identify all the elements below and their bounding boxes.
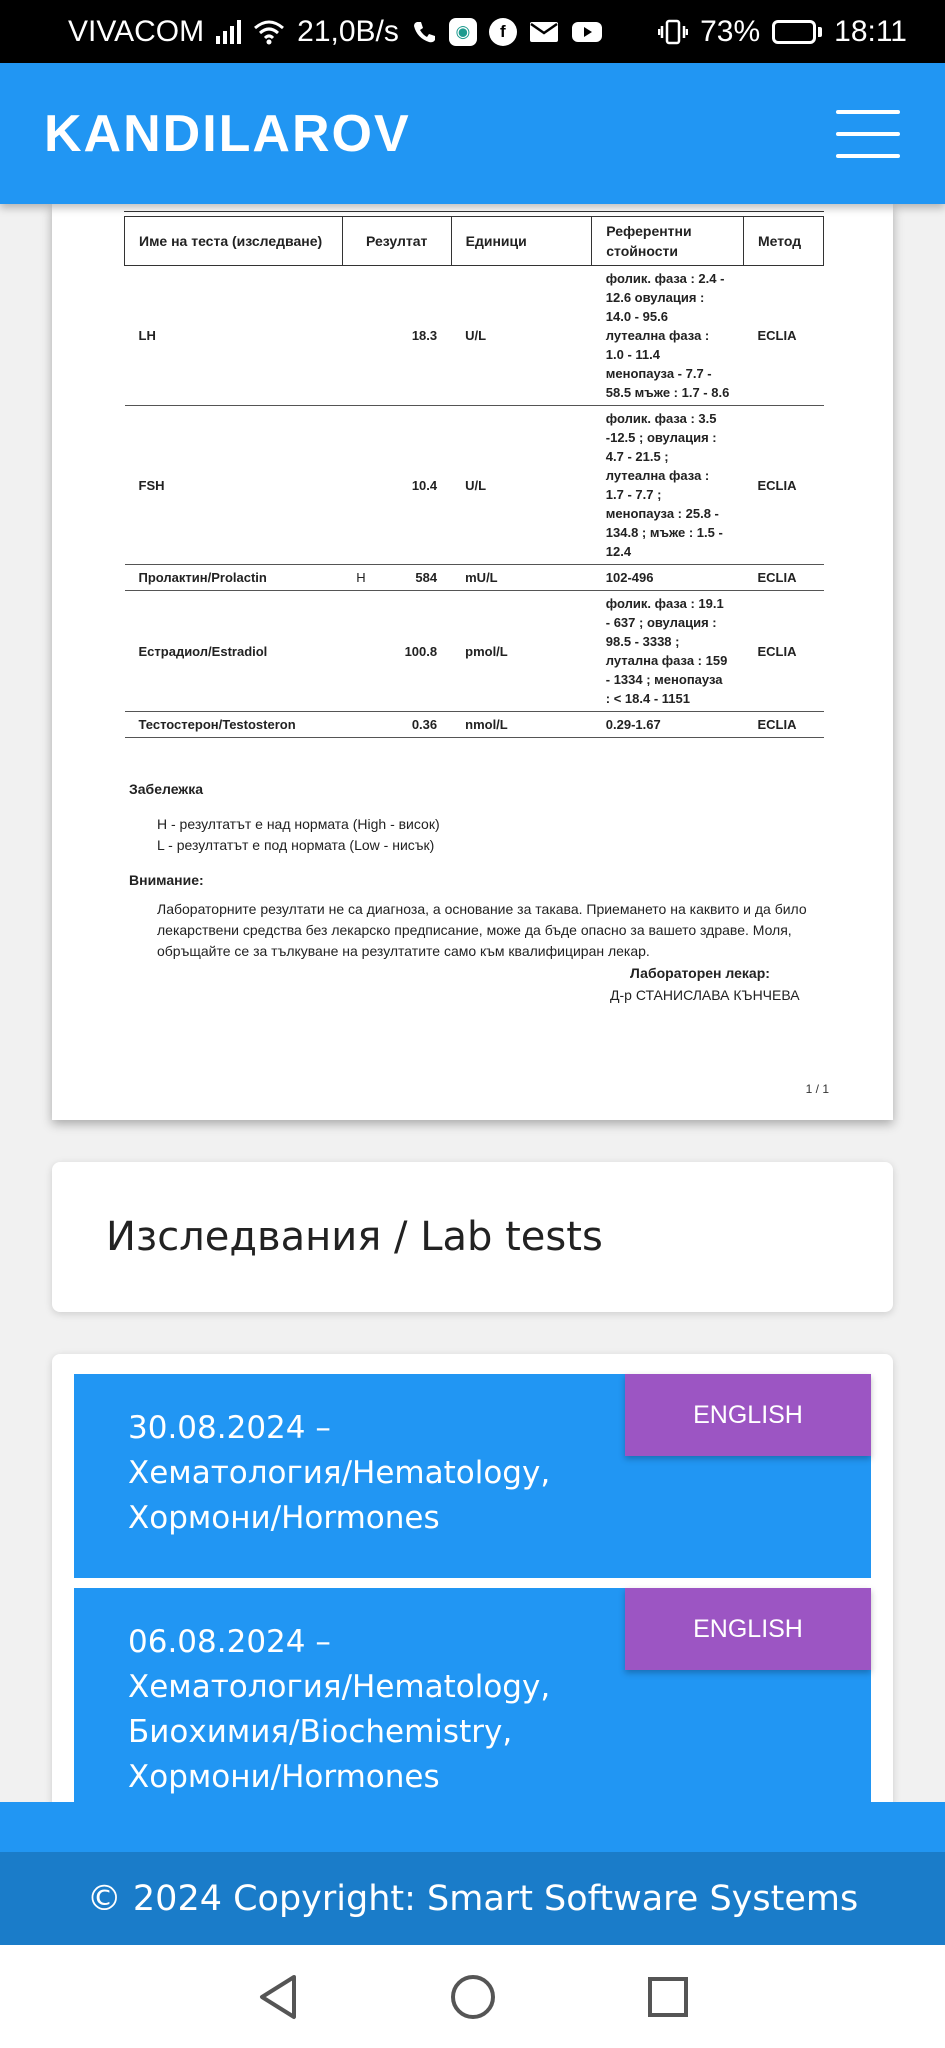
flag-indicator: H — [356, 570, 366, 585]
table-row — [125, 266, 824, 406]
youtube-icon — [571, 20, 603, 44]
phone-icon — [411, 19, 437, 45]
method-cell: ECLIA — [744, 406, 824, 565]
footer-strip — [0, 1802, 945, 1852]
column-header-units: Единици — [451, 217, 592, 266]
recents-icon[interactable] — [638, 1967, 698, 2027]
back-icon[interactable] — [248, 1967, 308, 2027]
lab-test-title: 30.08.2024 – Хематология/Hematology, Хормони/Hormones — [128, 1410, 551, 1536]
clock: 18:11 — [834, 14, 907, 48]
lab-tests-card — [52, 1162, 893, 1312]
lab-test-item[interactable] — [74, 1588, 871, 1804]
column-header-method: Метод — [744, 217, 824, 266]
result-cell: 10.4 — [342, 406, 451, 565]
copyright-text: © 2024 Copyright: Smart Software Systems — [86, 1878, 859, 1919]
battery-percent: 73% — [700, 14, 761, 48]
test-name-cell: Естрадиол/Estradiol — [125, 591, 343, 712]
lab-tests-list — [52, 1354, 893, 1804]
battery-icon — [772, 20, 822, 44]
reference-cell: фолик. фаза : 2.4 - 12.6 овулация : 14.0 - 95.6 лутеална фаза : 1.0 - 11.4 менопауза - 7.7 - 58.5 мъже : 1.7 - 8.6 — [592, 266, 744, 406]
lab-test-title: 06.08.2024 – Хематология/Hematology, Биохимия/Biochemistry, Хормони/Hormones — [128, 1624, 551, 1795]
status-bar — [0, 0, 945, 63]
result-cell: 100.8 — [342, 591, 451, 712]
test-name-cell: Пролактин/Prolactin — [125, 565, 343, 591]
report-notes — [129, 779, 849, 962]
method-cell: ECLIA — [744, 712, 824, 738]
table-row — [125, 712, 824, 738]
table-row — [125, 565, 824, 591]
test-name-cell: LH — [125, 266, 343, 406]
test-name-cell: FSH — [125, 406, 343, 565]
result-cell: 18.3 — [342, 266, 451, 406]
unit-cell: mU/L — [451, 565, 592, 591]
note-high: H - резултатът е над нормата (High - висок) — [157, 816, 440, 832]
warning-title: Внимание: — [129, 872, 204, 888]
section-divider — [124, 204, 824, 212]
unit-cell: U/L — [451, 406, 592, 565]
note-title: Забележка — [129, 781, 204, 797]
lab-test-item[interactable] — [74, 1374, 871, 1578]
english-button[interactable]: ENGLISH — [625, 1374, 871, 1456]
method-cell: ECLIA — [744, 565, 824, 591]
signal-icon — [216, 20, 241, 44]
footer — [0, 1852, 945, 1945]
hamburger-icon[interactable] — [836, 110, 900, 158]
doctor-signature — [610, 962, 800, 1006]
unit-cell: U/L — [451, 266, 592, 406]
table-header-row — [125, 217, 824, 266]
test-name-cell: Тестостерон/Testosteron — [125, 712, 343, 738]
mail-icon — [529, 21, 559, 43]
table-row — [125, 406, 824, 565]
app-header — [0, 63, 945, 204]
column-header-test-name: Име на теста (изследване) — [125, 217, 343, 266]
reference-cell: фолик. фаза : 3.5 -12.5 ; овулация : 4.7 - 21.5 ; лутеална фаза : 1.7 - 7.7 ; менопауза : 25.8 - 134.8 ; мъже : 1.5 - 12.4 — [592, 406, 744, 565]
column-header-result: Резултат — [342, 217, 451, 266]
system-nav-bar — [0, 1945, 945, 2048]
method-cell: ECLIA — [744, 266, 824, 406]
lab-tests-heading: Изследвания / Lab tests — [106, 1214, 603, 1260]
result-cell: 0.36 — [342, 712, 451, 738]
result-value: 584 — [415, 570, 438, 585]
page-number: 1 / 1 — [805, 1082, 829, 1096]
unit-cell: pmol/L — [451, 591, 592, 712]
warning-text: Лабораторните резултати не са диагноза, а основание за такава. Приемането на каквито и да било лекарствени средства без лекарско предписание, може да бъде опасно за вашето здраве. Моля, обръщайте се за тълкуване на резултатите само към квалифициран лекар. — [157, 901, 807, 959]
brand-logo[interactable]: KANDILAROV — [44, 104, 411, 163]
reference-cell: 0.29-1.67 — [592, 712, 744, 738]
home-icon[interactable] — [443, 1967, 503, 2027]
reference-cell: 102-496 — [592, 565, 744, 591]
lab-report-document — [52, 204, 893, 1120]
unit-cell: nmol/L — [451, 712, 592, 738]
table-row — [125, 591, 824, 712]
column-header-reference: Референтни стойности — [592, 217, 744, 266]
camera-app-icon: ◉ — [449, 18, 477, 46]
results-table — [124, 216, 824, 738]
wifi-icon — [253, 19, 285, 45]
carrier-name: VIVACOM — [68, 14, 205, 48]
network-speed: 21,0B/s — [297, 14, 399, 48]
result-cell — [342, 565, 451, 591]
vibrate-icon — [658, 19, 688, 45]
doctor-name: Д-р СТАНИСЛАВА КЪНЧЕВА — [610, 987, 800, 1003]
english-button[interactable]: ENGLISH — [625, 1588, 871, 1670]
reference-cell: фолик. фаза : 19.1 - 637 ; овулация : 98.5 - 3338 ; лутална фаза : 159 - 1334 ; менопауза : < 18.4 - 1151 — [592, 591, 744, 712]
method-cell: ECLIA — [744, 591, 824, 712]
note-low: L - резултатът е под нормата (Low - нисък) — [157, 837, 435, 853]
facebook-icon: f — [489, 18, 517, 46]
doctor-title: Лабораторен лекар: — [630, 965, 770, 981]
